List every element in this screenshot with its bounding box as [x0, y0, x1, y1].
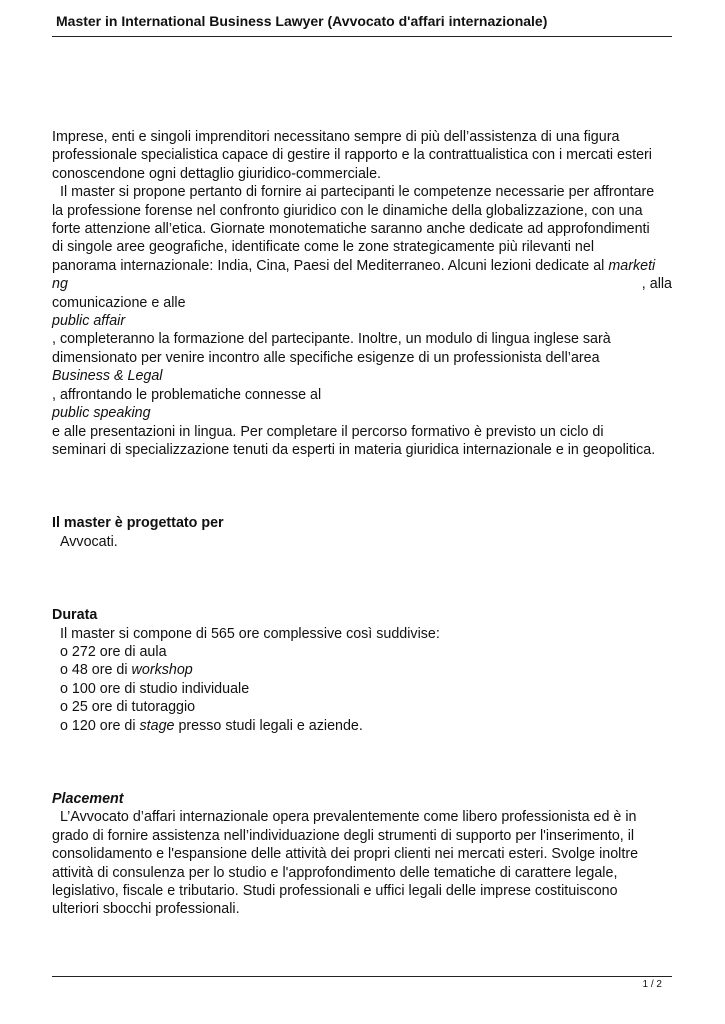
- placement-line: legislativo, fiscale e tributario. Studi professionali e uffici legali delle imprese costituiscono: [52, 883, 618, 899]
- durata-item-text: o 120 ore di: [60, 717, 140, 734]
- placement-line: consolidamento e l'espansione delle attività dei propri clienti nei mercati esteri. Svolge inoltre: [52, 846, 639, 863]
- durata-item: [52, 643, 672, 661]
- durata-item-italic: workshop: [131, 662, 193, 679]
- intro-line: conoscendone ogni dettaglio giuridico-commerciale.: [52, 165, 382, 182]
- section-spacer: [52, 459, 672, 514]
- durata-item-text-after: presso studi legali e aziende.: [174, 717, 363, 734]
- intro-line: , completeranno la formazione del partecipante. Inoltre, un modulo di lingua inglese sarà: [52, 331, 611, 348]
- durata-item-italic: stage: [139, 717, 175, 734]
- page-title: Master in International Business Lawyer (Avvocato d'affari internazionale): [56, 13, 548, 29]
- intro-line: Imprese, enti e singoli imprenditori necessitano sempre di più dell’assistenza di una figura: [52, 129, 620, 145]
- panorama-text: panorama internazionale: India, Cina, Paesi del Mediterraneo. Alcuni lezioni dedicate al: [52, 257, 605, 274]
- intro-line: [52, 275, 672, 293]
- target-heading: Il master è progettato per: [52, 515, 224, 532]
- placement-line: attività di consulenza per lo studio e l'approfondimento delle tematiche di carattere legale,: [52, 864, 618, 881]
- intro-line: comunicazione e alle: [52, 294, 186, 311]
- placement-line: ulteriori sbocchi professionali.: [52, 901, 240, 918]
- durata-item-text: o 25 ore di tutoraggio: [60, 699, 196, 716]
- section-spacer: [52, 735, 672, 790]
- marketing-term: marketi: [608, 257, 656, 274]
- intro-line: dimensionato per venire incontro alle specifiche esigenze di un professionista dell’area: [52, 349, 600, 366]
- intro-line: la professione forense nel confronto giuridico con le dinamiche della globalizzazione, con una: [52, 202, 643, 219]
- intro-line: [52, 257, 672, 275]
- intro-line: e alle presentazioni in lingua. Per completare il percorso formativo è previsto un ciclo di: [52, 423, 604, 440]
- business-legal-term: Business & Legal: [52, 368, 163, 385]
- target-text: Avvocati.: [60, 533, 118, 550]
- page-header: [52, 12, 672, 37]
- intro-line: seminari di specializzazione tenuti da esperti in materia giuridica internazionale e in geopolitica.: [52, 441, 656, 458]
- alla-text: , alla: [641, 276, 672, 293]
- public-affair-term: public affair: [52, 313, 126, 330]
- intro-line: forte attenzione all’etica. Giornate monotematiche saranno anche dedicate ad approfondimenti: [52, 221, 650, 238]
- durata-heading: Durata: [52, 607, 98, 624]
- intro-line: professionale specialistica capace di gestire il rapporto e la contrattualistica con i mercati esteri: [52, 147, 652, 164]
- intro-line: , affrontando le problematiche connesse al: [52, 386, 322, 403]
- section-spacer: [52, 551, 672, 606]
- placement-heading: Placement: [52, 790, 124, 807]
- durata-item: [52, 661, 672, 679]
- durata-item-text: o 272 ore di aula: [60, 643, 167, 660]
- placement-line: L’Avvocato d’affari internazionale opera prevalentemente come libero professionista ed è in: [60, 809, 637, 826]
- durata-intro: Il master si compone di 565 ore complessive così suddivise:: [60, 625, 440, 642]
- placement-line: grado di fornire assistenza nell’individuazione degli strumenti di supporto per l'inserimento, il: [52, 827, 635, 844]
- marketing-term-end: ng: [52, 276, 68, 293]
- durata-item: [52, 680, 672, 698]
- intro-line: Il master si propone pertanto di fornire ai partecipanti le competenze necessarie per affrontare: [60, 184, 655, 201]
- page-footer: [52, 976, 672, 995]
- durata-item: [52, 698, 672, 716]
- public-speaking-term: public speaking: [52, 405, 151, 422]
- document-body: [52, 128, 672, 919]
- durata-item: [52, 717, 672, 735]
- durata-item-text: o 100 ore di studio individuale: [60, 680, 250, 697]
- durata-item-text: o 48 ore di: [60, 662, 132, 679]
- intro-line: di singole aree geografiche, identificate come le zone strategicamente più rilevanti nel: [52, 239, 595, 256]
- page-number: 1 / 2: [642, 979, 662, 990]
